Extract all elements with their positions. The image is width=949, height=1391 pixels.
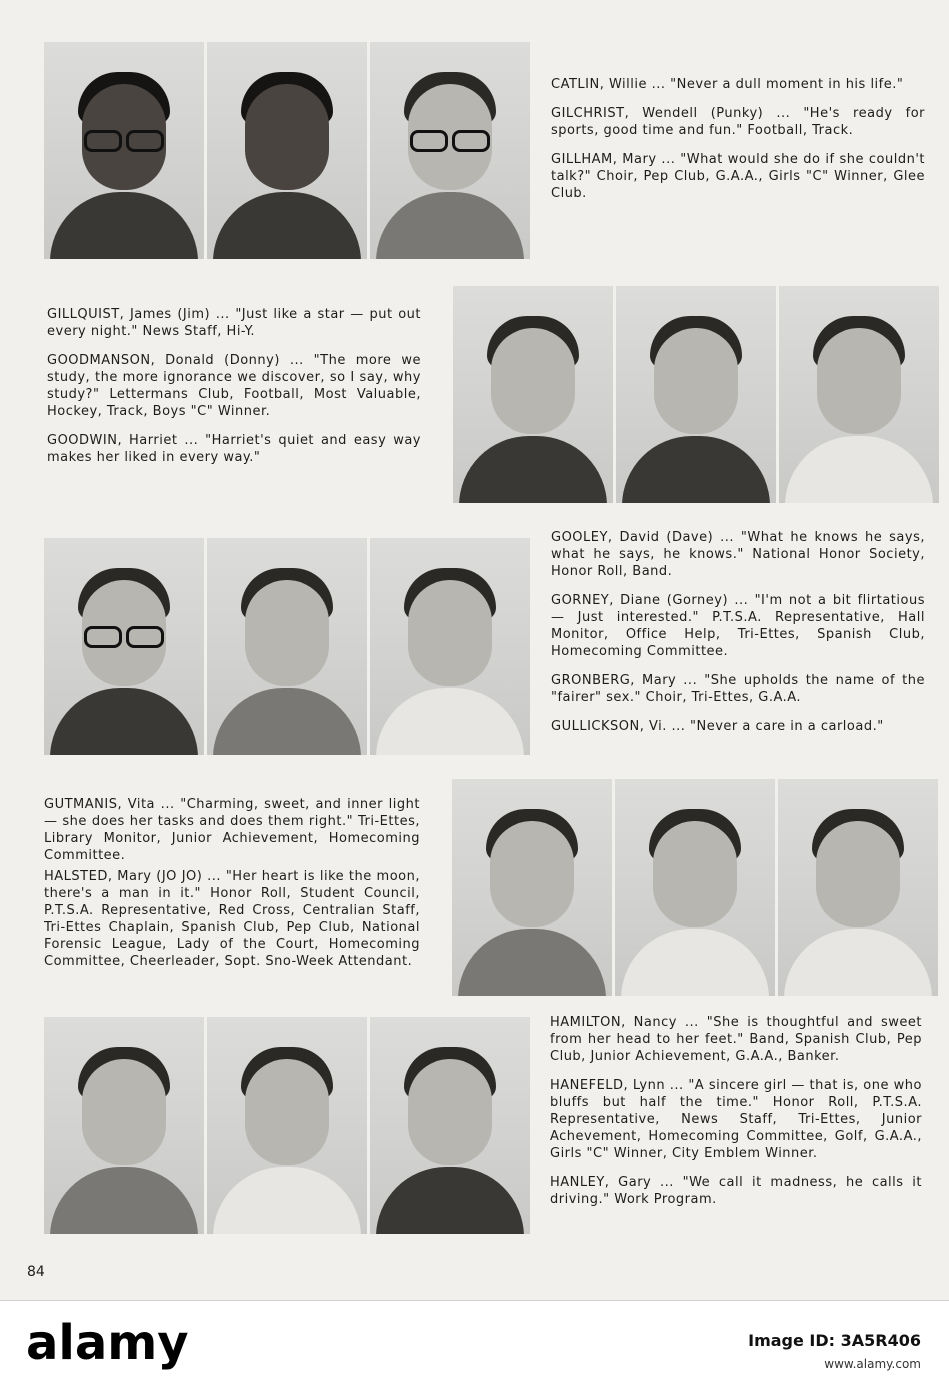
student-entry: GUTMANIS, Vita ... "Charming, sweet, and inner light — she does her tasks and does them right." Tri-Ettes, Library Monitor, Junior Achievement, Homecoming Committee.	[44, 797, 420, 863]
caption-block-4	[44, 796, 420, 982]
photo-row-3	[44, 538, 530, 755]
student-entry: HALSTED, Mary (JO JO) ... "Her heart is like the moon, there's a man in it." Honor Roll, Student Council, P.T.S.A. Representative, Red Cross, Centralian Staff, Tri-Ettes Chaplain, Spanish Club, Pep Club, National Forensic League, Lady of the Court, Homecoming Committee, Cheerleader, Sopt. Sno-Week Attendant.	[44, 869, 420, 969]
student-entry: GOOLEY, David (Dave) ... "What he knows he says, what he says, he knows." National Honor Society, Honor Roll, Band.	[551, 530, 925, 579]
student-entry: GILCHRIST, Wendell (Punky) ... "He's ready for sports, good time and fun." Football, Track.	[551, 106, 925, 138]
alamy-logo: alamy	[26, 1315, 189, 1371]
caption-block-5	[550, 1014, 922, 1220]
student-entry: GOODWIN, Harriet ... "Harriet's quiet and easy way makes her liked in every way."	[47, 433, 421, 465]
portrait-photo	[452, 779, 612, 996]
photo-row-2	[453, 286, 939, 503]
portrait-photo	[207, 1017, 367, 1234]
student-entry: GORNEY, Diane (Gorney) ... "I'm not a bit flirtatious — Just interested." P.T.S.A. Representative, Hall Monitor, Office Help, Tri-Ettes, Spanish Club, Homecoming Committee.	[551, 593, 925, 659]
portrait-photo	[779, 286, 939, 503]
student-entry: GILLHAM, Mary ... "What would she do if she couldn't talk?" Choir, Pep Club, G.A.A., Girls "C" Winner, Glee Club.	[551, 152, 925, 201]
caption-block-1	[551, 76, 925, 214]
portrait-photo	[370, 538, 530, 755]
portrait-photo	[616, 286, 776, 503]
photo-row-5	[44, 1017, 530, 1234]
portrait-photo	[44, 538, 204, 755]
portrait-photo	[778, 779, 938, 996]
portrait-photo	[615, 779, 775, 996]
student-entry: GOODMANSON, Donald (Donny) ... "The more we study, the more ignorance we discover, so I say, why study?" Lettermans Club, Football, Most Valuable, Hockey, Track, Boys "C" Winner.	[47, 353, 421, 419]
student-entry: GULLICKSON, Vi. ... "Never a care in a carload."	[551, 719, 884, 734]
portrait-photo	[370, 1017, 530, 1234]
portrait-photo	[44, 42, 204, 259]
caption-block-3	[551, 529, 925, 747]
student-entry: HAMILTON, Nancy ... "She is thoughtful and sweet from her head to her feet." Band, Spanish Club, Pep Club, Junior Achievement, G.A.A., Banker.	[550, 1015, 922, 1064]
stock-footer	[0, 1300, 949, 1391]
student-entry: HANEFELD, Lynn ... "A sincere girl — that is, one who bluffs but half the time." Honor Roll, P.T.S.A. Representative, News Staff, Tri-Ettes, Junior Achevement, Homecoming Committee, Golf, G.A.A., Girls "C" Winner, City Emblem Winner.	[550, 1078, 922, 1161]
portrait-photo	[207, 42, 367, 259]
portrait-photo	[44, 1017, 204, 1234]
student-entry: GILLQUIST, James (Jim) ... "Just like a star — put out every night." News Staff, Hi-Y.	[47, 307, 421, 339]
image-id-label: Image ID: 3A5R406	[748, 1331, 921, 1350]
photo-row-4	[452, 779, 938, 996]
site-url: www.alamy.com	[824, 1357, 921, 1371]
student-entry: HANLEY, Gary ... "We call it madness, he calls it driving." Work Program.	[550, 1175, 922, 1207]
caption-block-2	[47, 306, 421, 478]
portrait-photo	[207, 538, 367, 755]
page-number: 84	[27, 1264, 45, 1280]
student-entry: CATLIN, Willie ... "Never a dull moment in his life."	[551, 77, 904, 92]
student-entry: GRONBERG, Mary ... "She upholds the name of the "fairer" sex." Choir, Tri-Ettes, G.A.A.	[551, 673, 925, 705]
portrait-photo	[453, 286, 613, 503]
portrait-photo	[370, 42, 530, 259]
photo-row-1	[44, 42, 530, 259]
